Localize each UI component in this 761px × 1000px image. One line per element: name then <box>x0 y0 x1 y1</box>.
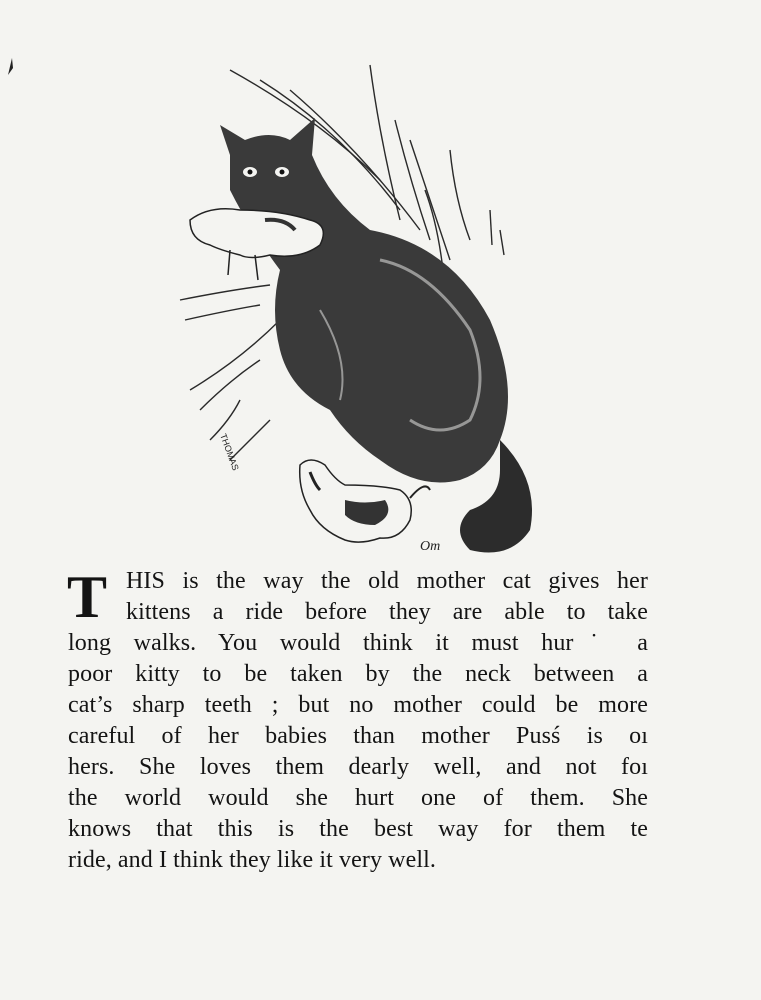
paragraph-line-4: poor kitty to be taken by the neck between a <box>68 661 648 687</box>
paragraph-line-7: hers. She loves them dearly well, and not foı <box>68 754 648 780</box>
artist-monogram: Om <box>420 539 441 554</box>
artist-signature: THOMAS <box>218 432 241 472</box>
mother-cat-illustration <box>170 60 560 560</box>
drop-cap: T <box>67 564 108 630</box>
page-edge-mark <box>6 56 14 76</box>
paragraph-line-2: kittens a ride before they are able to take <box>126 599 648 625</box>
paragraph-line-8: the world would she hurt one of them. Shе <box>68 785 648 811</box>
story-paragraph <box>68 566 648 876</box>
paragraph-line-5: cat’s sharp teeth ; but no mother could be more <box>68 692 648 718</box>
paragraph-line-1: HIS is the way the old mother cat gives her <box>126 568 648 594</box>
paragraph-line-6: careful of her babies than mother Pusś is oı <box>68 723 648 749</box>
paragraph-line-9: knows that this is the best way for them tе <box>68 816 648 842</box>
paragraph-line-10: ride, and I think they like it very well. <box>68 847 437 873</box>
paragraph-line-3: long walks. You would think it must hur˙ a <box>68 630 648 656</box>
